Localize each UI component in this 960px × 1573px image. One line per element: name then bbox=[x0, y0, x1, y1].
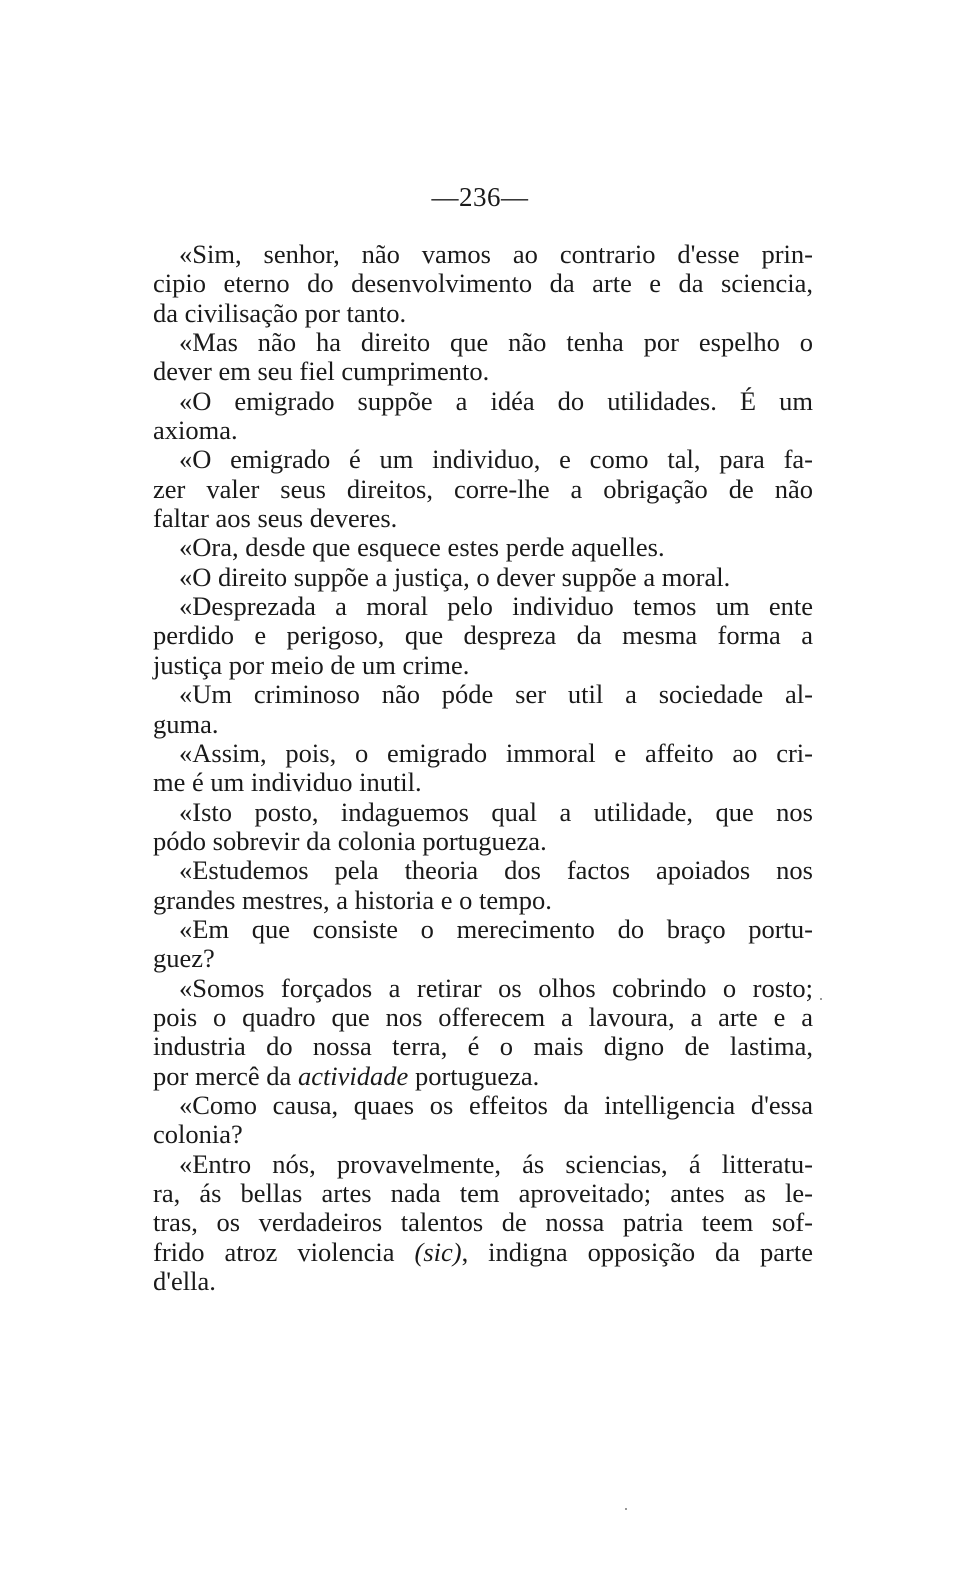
text-segment: «Estudemos pela theoria dos factos apoiados nos bbox=[179, 855, 813, 886]
paragraph bbox=[153, 563, 813, 592]
text-line bbox=[153, 475, 813, 504]
text-line bbox=[153, 1208, 813, 1237]
text-segment: «Mas não ha direito que não tenha por espelho o bbox=[179, 327, 813, 358]
text-segment: perdido e perigoso, que despreza da mesma forma a bbox=[153, 620, 813, 651]
text-line bbox=[153, 1003, 813, 1032]
body-text bbox=[153, 240, 813, 1296]
paragraph bbox=[153, 680, 813, 739]
text-line bbox=[153, 798, 813, 827]
text-segment: «Ora, desde que esquece estes perde aquelles. bbox=[179, 532, 665, 563]
paragraph bbox=[153, 798, 813, 857]
text-line bbox=[153, 739, 813, 768]
text-segment: «Assim, pois, o emigrado immoral e affeito ao cri- bbox=[179, 737, 813, 768]
text-segment: tras, os verdadeiros talentos de nossa patria teem sof- bbox=[153, 1207, 813, 1238]
italic-text: actividade bbox=[297, 1060, 409, 1091]
paragraph bbox=[153, 739, 813, 798]
text-line bbox=[153, 651, 813, 680]
text-line bbox=[153, 357, 813, 386]
text-line bbox=[153, 504, 813, 533]
text-line bbox=[153, 416, 813, 445]
text-line bbox=[153, 974, 813, 1003]
text-segment: d'ella. bbox=[153, 1266, 216, 1297]
paragraph bbox=[153, 856, 813, 915]
text-segment: industria do nossa terra, é o mais digno de lastima, bbox=[153, 1031, 813, 1062]
text-segment: «Somos forçados a retirar os olhos cobrindo o rosto; bbox=[179, 972, 813, 1003]
text-segment: frido atroz violencia bbox=[153, 1236, 415, 1267]
text-line bbox=[153, 328, 813, 357]
text-segment: axioma. bbox=[153, 415, 238, 446]
text-segment: «Isto posto, indaguemos qual a utilidade, que nos bbox=[179, 796, 813, 827]
text-segment: zer valer seus direitos, corre-lhe a obrigação de não bbox=[153, 473, 813, 504]
text-line bbox=[153, 269, 813, 298]
text-segment: «Desprezada a moral pelo individuo temos um ente bbox=[179, 591, 813, 622]
text-line bbox=[153, 1032, 813, 1061]
text-segment: portugueza. bbox=[408, 1060, 540, 1091]
text-line bbox=[153, 1150, 813, 1179]
text-segment: «Entro nós, provavelmente, ás sciencias, á litteratu- bbox=[179, 1148, 813, 1179]
text-line bbox=[153, 387, 813, 416]
paragraph bbox=[153, 328, 813, 387]
paragraph bbox=[153, 974, 813, 1091]
text-line bbox=[153, 240, 813, 269]
text-segment: ra, ás bellas artes nada tem aproveitado; antes as le- bbox=[153, 1178, 813, 1208]
text-segment: «Em que consiste o merecimento do braço portu- bbox=[179, 913, 813, 944]
text-line bbox=[153, 621, 813, 650]
text-line bbox=[153, 886, 813, 915]
text-segment: «Sim, senhor, não vamos ao contrario d'esse prin- bbox=[179, 239, 813, 269]
text-segment: «Como causa, quaes os effeitos da intelligencia d'essa bbox=[179, 1089, 813, 1120]
page-number: —236— bbox=[431, 182, 529, 212]
text-line bbox=[153, 1267, 813, 1296]
text-segment: guma. bbox=[153, 708, 219, 739]
text-line bbox=[153, 680, 813, 709]
text-line bbox=[153, 299, 813, 328]
paragraph bbox=[153, 533, 813, 562]
text-line bbox=[153, 944, 813, 973]
text-line bbox=[153, 768, 813, 797]
text-segment: pois o quadro que nos offerecem a lavoura, a arte e a bbox=[153, 1001, 813, 1032]
paragraph bbox=[153, 915, 813, 974]
text-segment: justiça por meio de um crime. bbox=[153, 649, 470, 680]
text-segment: me é um individuo inutil. bbox=[153, 767, 422, 798]
text-line bbox=[153, 445, 813, 474]
text-line bbox=[153, 1091, 813, 1120]
text-line bbox=[153, 1120, 813, 1149]
italic-text: (sic) bbox=[414, 1236, 462, 1267]
text-segment: «Um criminoso não póde ser util a sociedade al- bbox=[179, 679, 813, 710]
text-line bbox=[153, 1238, 813, 1267]
paragraph bbox=[153, 1150, 813, 1297]
text-segment: por mercê da bbox=[153, 1060, 298, 1091]
text-segment: guez? bbox=[153, 943, 215, 974]
text-segment: «O emigrado suppõe a idéa do utilidades. É um bbox=[179, 385, 813, 416]
text-line bbox=[153, 592, 813, 621]
text-line bbox=[153, 533, 813, 562]
text-segment: cipio eterno do desenvolvimento da arte e da sciencia, bbox=[153, 268, 813, 299]
text-line bbox=[153, 856, 813, 885]
text-line bbox=[153, 1062, 813, 1091]
text-segment: grandes mestres, a historia e o tempo. bbox=[153, 884, 552, 915]
text-segment: pódo sobrevir da colonia portugueza. bbox=[153, 825, 547, 856]
paragraph bbox=[153, 240, 813, 328]
text-segment: colonia? bbox=[153, 1119, 243, 1150]
text-line bbox=[153, 563, 813, 592]
text-line bbox=[153, 1179, 813, 1208]
text-line bbox=[153, 827, 813, 856]
text-segment: «O emigrado é um individuo, e como tal, para fa- bbox=[179, 444, 813, 475]
text-line bbox=[153, 710, 813, 739]
text-segment: «O direito suppõe a justiça, o dever suppõe a moral. bbox=[179, 561, 731, 592]
ink-speck bbox=[820, 998, 822, 1000]
paragraph bbox=[153, 387, 813, 446]
text-line bbox=[153, 915, 813, 944]
paragraph bbox=[153, 1091, 813, 1150]
text-segment: , indigna opposição da parte bbox=[461, 1236, 813, 1267]
paragraph bbox=[153, 445, 813, 533]
text-segment: da civilisação por tanto. bbox=[153, 297, 407, 328]
ink-speck bbox=[625, 1508, 627, 1510]
text-segment: dever em seu fiel cumprimento. bbox=[153, 356, 490, 387]
text-segment: faltar aos seus deveres. bbox=[153, 503, 398, 534]
paragraph bbox=[153, 592, 813, 680]
